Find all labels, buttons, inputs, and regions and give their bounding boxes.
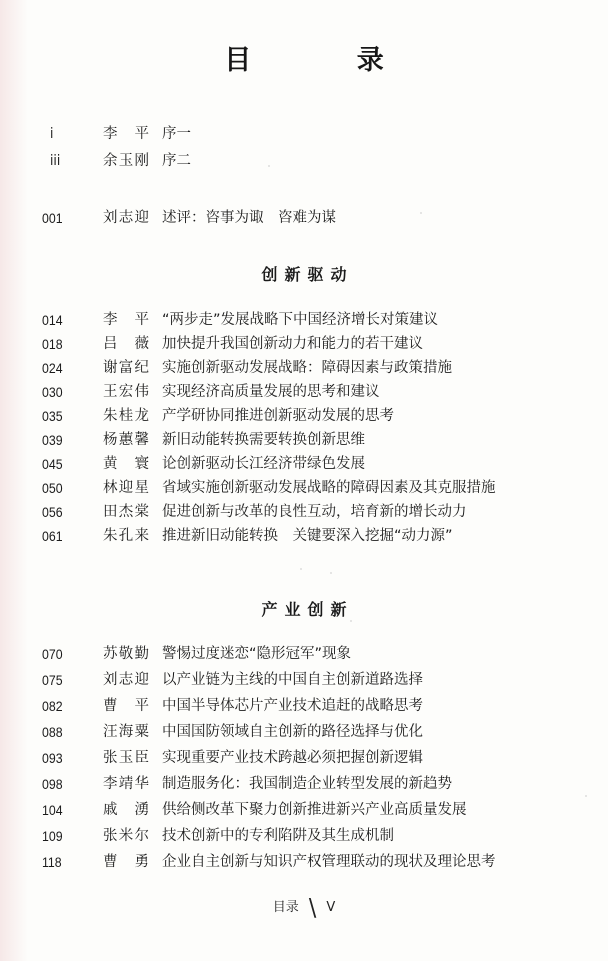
toc-entry[interactable] [0,381,608,403]
toc-title: 中国国防领域自主创新的路径选择与优化 [162,724,423,740]
toc-author: 苏敬勤 [103,646,149,662]
scan-speck [420,212,422,214]
toc-entry-preface-2[interactable] [0,150,608,172]
toc-entry[interactable] [0,799,608,821]
toc-title: “两步走”发展战略下中国经济增长对策建议 [162,312,439,328]
toc-page-number: 082 [42,698,63,714]
scan-speck [330,572,332,574]
toc-entry[interactable] [0,357,608,379]
toc-page-number: 088 [42,724,63,740]
toc-page-number: 056 [42,504,63,520]
scan-speck [585,795,587,797]
toc-entry-overview[interactable] [0,207,608,229]
toc-author: 余玉刚 [103,153,149,169]
toc-title: 企业自主创新与知识产权管理联动的现状及理论思考 [162,854,496,870]
toc-title: 中国半导体芯片产业技术追赶的战略思考 [162,698,423,714]
toc-page-number: 061 [42,528,63,544]
page-footer [0,894,608,923]
toc-entry[interactable] [0,501,608,523]
toc-author: 谢富纪 [103,360,149,376]
toc-page-number: 075 [42,672,63,688]
toc-title: 产学研协同推进创新驱动发展的思考 [162,408,394,424]
toc-page-number: 045 [42,456,63,472]
toc-entry[interactable] [0,309,608,331]
toc-entry[interactable] [0,429,608,451]
toc-entry[interactable] [0,825,608,847]
toc-page-number: 070 [42,646,63,662]
toc-page-number: 093 [42,750,63,766]
toc-entry[interactable] [0,643,608,665]
toc-page-number: iii [50,153,61,169]
scan-speck [300,568,302,570]
section-heading-industrial-innovation: 产业创新 [261,600,354,619]
toc-author: 田杰棠 [103,504,149,520]
toc-page-number: 030 [42,384,63,400]
footer-page-number: V [326,900,336,915]
toc-page-number: i [50,126,54,142]
footer-separator: \ [308,894,317,923]
page-title: 目 录 [224,45,432,76]
toc-page-number: 098 [42,776,63,792]
toc-title: 省域实施创新驱动发展战略的障碍因素及其克服措施 [162,480,496,496]
toc-author: 李 平 [103,126,149,142]
toc-entry[interactable] [0,695,608,717]
toc-entry[interactable] [0,851,608,873]
toc-title: 推进新旧动能转换 关键要深入挖掘“动力源” [162,528,453,544]
toc-title: 供给侧改革下聚力创新推进新兴产业高质量发展 [162,802,467,818]
toc-title: 警惕过度迷恋“隐形冠军”现象 [162,646,352,662]
toc-page-number: 109 [42,828,63,844]
toc-page-number: 024 [42,360,63,376]
toc-author: 林迎星 [103,480,149,496]
toc-title: 实施创新驱动发展战略：障碍因素与政策措施 [162,360,452,376]
toc-page-number: 014 [42,312,63,328]
toc-author: 朱桂龙 [103,408,149,424]
toc-title: 实现重要产业技术跨越必须把握创新逻辑 [162,750,423,766]
section-heading-innovation-driven: 创新驱动 [261,265,354,284]
toc-title: 新旧动能转换需要转换创新思维 [162,432,365,448]
toc-author: 戚 湧 [103,802,149,818]
toc-entry[interactable] [0,773,608,795]
toc-page-number: 104 [42,802,63,818]
toc-page-number: 118 [42,854,62,870]
toc-author: 汪海粟 [103,724,149,740]
toc-title: 序二 [162,153,191,169]
toc-author: 张玉臣 [103,750,149,766]
toc-author: 黄 寰 [103,456,149,472]
toc-author: 朱孔来 [103,528,149,544]
toc-title: 以产业链为主线的中国自主创新道路选择 [162,672,423,688]
toc-page-number: 018 [42,336,63,352]
toc-page-number: 001 [42,210,63,226]
scan-speck [268,165,270,167]
toc-author: 曹 平 [103,698,149,714]
toc-entry[interactable] [0,747,608,769]
toc-entry[interactable] [0,477,608,499]
toc-entry[interactable] [0,669,608,691]
toc-page-number: 050 [42,480,63,496]
toc-entry-preface-1[interactable] [0,123,608,145]
toc-entry[interactable] [0,453,608,475]
toc-entry[interactable] [0,525,608,547]
toc-author: 刘志迎 [103,210,149,226]
toc-author: 王宏伟 [103,384,149,400]
toc-author: 张米尔 [103,828,149,844]
toc-author: 曹 勇 [103,854,149,870]
toc-author: 李 平 [103,312,149,328]
toc-page-number: 035 [42,408,63,424]
toc-title: 技术创新中的专利陷阱及其生成机制 [162,828,394,844]
toc-entry[interactable] [0,721,608,743]
toc-title: 制造服务化：我国制造企业转型发展的新趋势 [162,776,452,792]
toc-title: 论创新驱动长江经济带绿色发展 [162,456,365,472]
toc-title: 述评：咨事为诹 咨难为谋 [162,210,336,226]
toc-entry[interactable] [0,333,608,355]
toc-title: 序一 [162,126,191,142]
toc-title: 实现经济高质量发展的思考和建议 [162,384,380,400]
footer-section-label: 目录 [272,900,299,915]
toc-page-number: 039 [42,432,63,448]
toc-author: 杨蕙馨 [103,432,149,448]
toc-title: 促进创新与改革的良性互动，培育新的增长动力 [162,504,467,520]
toc-entry[interactable] [0,405,608,427]
toc-author: 李靖华 [103,776,149,792]
toc-author: 刘志迎 [103,672,149,688]
toc-author: 吕 薇 [103,336,149,352]
toc-title: 加快提升我国创新动力和能力的若干建议 [162,336,423,352]
scan-speck [350,620,352,622]
